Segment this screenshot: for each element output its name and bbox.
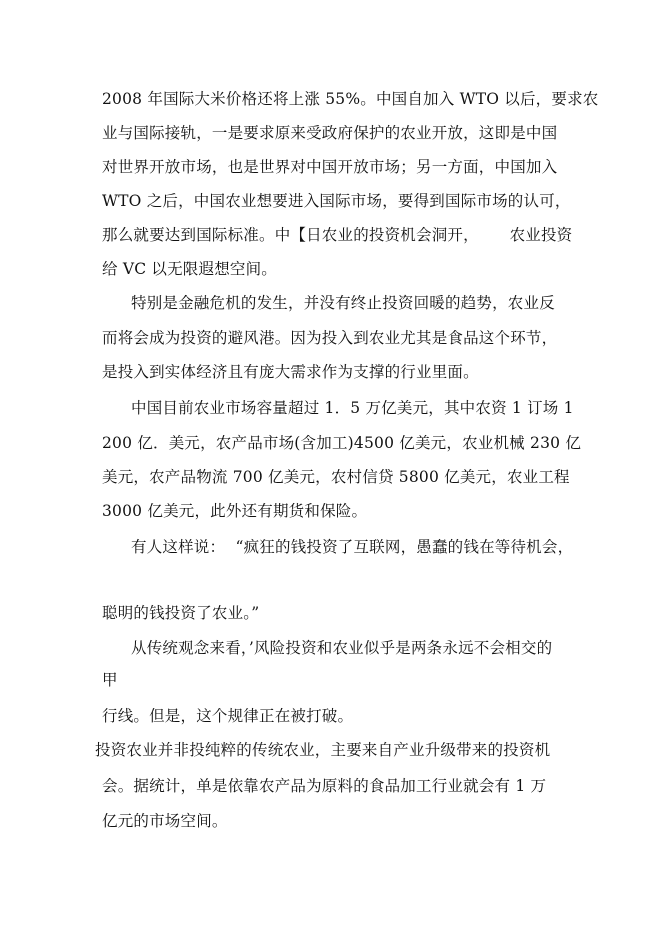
text-line-8: 而将会成为投资的避风港。因为投入到农业尤其是食品这个环节， [102,329,558,347]
text-line-20: 会。据统计，单是依靠农产品为原料的食品加工行业就会有 1 万 [102,777,547,795]
text-line-11: 200 亿．美元，农产品市场(含加工)4500 亿美元，农业机械 230 亿 [102,434,582,452]
text-line-18: 行线。但是，这个规律正在被打破。 [102,707,354,725]
text-line-6: 给 VC 以无限遐想空间。 [102,260,278,278]
text-line-21: 亿元的市场空间。 [102,812,228,830]
text-line-16: 从传统观念来看，’风险投资和农业似乎是两条永远不会相交的 [131,639,553,657]
text-line-10: 中国目前农业市场容量超过 1．5 万亿美元，其中农资 1 订场 1 [131,399,574,417]
text-line-2: 业与国际接轨，一是要求原来受政府保护的农业开放，这即是中国 [102,124,558,142]
text-line-1: 2008 年国际大米价格还将上涨 55%。中国自加入 WTO 以后，要求农 [102,90,599,108]
text-line-12: 美元，农产品物流 700 亿美元，农村信贷 5800 亿美元，农业工程 [102,468,570,486]
text-line-4: WTO 之后，中国农业想要进入国际市场，要得到国际市场的认可， [102,192,571,210]
text-line-19: 投资农业并非投纯粹的传统农业，主要来自产业升级带来的投资机 [95,741,551,759]
text-line-13: 3000 亿美元，此外还有期货和保险。 [102,502,368,520]
text-line-7: 特别是金融危机的发生，并没有终止投资回暖的趋势，农业反 [131,294,555,312]
text-line-3: 对世界开放市场，也是世界对中国开放市场；另一方面，中国加入 [102,158,558,176]
text-line-9: 是投入到实体经济且有庞大需求作为支撑的行业里面。 [102,363,479,381]
text-line-14: 有人这样说： “疯狂的钱投资了互联网，愚蠢的钱在等待机会， [131,538,574,556]
text-line-17: 甲 [102,671,118,689]
text-line-15: 聪明的钱投资了农业。” [102,604,260,622]
text-line-5: 那么就要达到国际标准。中【日农业的投资机会洞开， 农业投资 [102,226,573,244]
